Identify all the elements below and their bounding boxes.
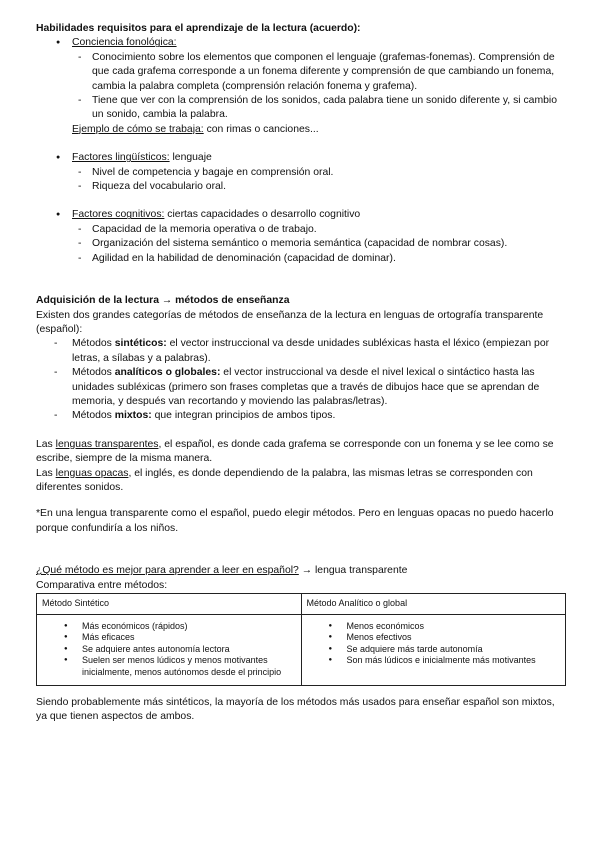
list-item: ● Más económicos (rápidos) <box>42 621 296 633</box>
item-text: el vector instruccional va desde unidades subléxicas hasta el léxico (empiezan por letras, a sílabas y a palabras). <box>72 338 550 364</box>
bullet-text: ciertas capacidades o desarrollo cognitivo <box>164 209 361 221</box>
term-opacas: lenguas opacas <box>55 467 129 479</box>
question-text: ¿Qué método es mejor para aprender a leer en español? <box>36 565 299 577</box>
bullet-label: Conciencia fonológica: <box>72 37 177 49</box>
table-header-cell: Método Sintético <box>37 594 302 615</box>
list-item: - Organización del sistema semántico o memoria semántica (capacidad de nombrar cosas). <box>36 237 566 251</box>
bullet-conciencia-fonologica <box>36 36 566 50</box>
example-label: Ejemplo de cómo se trabaja: <box>72 123 204 135</box>
question-answer: → lengua transparente <box>298 565 408 577</box>
list-item: ● Menos efectivos <box>307 632 561 644</box>
bullet-text: lenguaje <box>169 152 212 164</box>
section-title-adquisicion: Adquisición de la lectura → métodos de enseñanza <box>36 295 290 307</box>
bullet-factores-cognitivos <box>36 208 566 222</box>
bullet-label: Factores lingüísticos: <box>72 152 170 164</box>
bullet-label: Factores cognitivos: <box>72 209 165 221</box>
list-item: ● Menos económicos <box>307 621 561 633</box>
list-item: - Agilidad en la habilidad de denominación (capacidad de dominar). <box>36 252 566 266</box>
example-line <box>36 123 566 137</box>
comparison-label: Comparativa entre métodos: <box>36 579 168 591</box>
example-text: con rimas o canciones... <box>203 123 319 135</box>
term-transparentes: lenguas transparentes <box>55 438 159 450</box>
item-text: el vector instruccional va desde el nivel lexical o sintáctico hasta las unidades subléxicas (primero son frases completas que a través de dibujos hace que se aprendan de memoria, y después van recortando y moviendo las palabras/letras). <box>72 367 540 407</box>
dash-list-metodos <box>36 337 566 423</box>
list-item: - Conocimiento sobre los elementos que componen el lenguaje (grafemas-fonemas). Comprensión de que cada grafema corresponde a un fonema diferente y comprensión de que cambiando un fonema, cambia la palabra completa (comprensión relación fonema y grafema). <box>36 51 566 94</box>
item-text: que integran principios de ambos tipos. <box>151 410 336 422</box>
item-prefix: Métodos <box>72 410 115 422</box>
paragraph-opacas: Las lenguas opacas, el inglés, es donde dependiendo de la palabra, las mismas letras se corresponden con diferentes sonidos. <box>36 467 533 493</box>
dash-list-fonologica <box>36 51 566 123</box>
table-header-cell: Método Analítico o global <box>301 594 566 615</box>
list-item: ● Más eficaces <box>42 632 296 644</box>
item-bold: mixtos: <box>114 410 152 422</box>
cell-list-analitico <box>307 619 561 669</box>
item-bold: sintéticos: <box>114 338 167 350</box>
item-prefix: Métodos <box>72 367 115 379</box>
dash-list-linguisticos <box>36 166 566 195</box>
table-cell <box>301 614 566 685</box>
section-title-habilidades: Habilidades requisitos para el aprendizaje de la lectura (acuerdo): <box>36 23 361 34</box>
conclusion-paragraph: Siendo probablemente más sintéticos, la mayoría de los métodos más usados para enseñar español son mixtos, ya que tienen aspectos de ambos. <box>36 696 555 722</box>
list-item: ● Se adquiere antes autonomía lectora <box>42 644 296 656</box>
question-line <box>36 564 566 578</box>
paragraph-transparentes: Las lenguas transparentes, el español, es donde cada grafema se corresponde con un fonema y se lee como se escribe, siempre de la misma manera. <box>36 438 554 465</box>
list-item <box>36 366 566 409</box>
list-item <box>36 337 566 366</box>
list-item: ● Suelen ser menos lúdicos y menos motivantes inicialmente, menos autónomos desde el principio <box>42 655 296 678</box>
table-header-row <box>37 594 566 615</box>
list-item: - Nivel de competencia y bagaje en comprensión oral. <box>36 166 566 180</box>
bullet-factores-linguisticos <box>36 151 566 165</box>
list-item: ● Son más lúdicos e inicialmente más motivantes <box>307 655 561 667</box>
intro-paragraph: Existen dos grandes categorías de métodos de enseñanza de la lectura en lenguas de ortografía transparente (español): <box>36 309 544 335</box>
dash-list-cognitivos <box>36 223 566 266</box>
item-bold: analíticos o globales: <box>114 367 221 379</box>
table-cell <box>37 614 302 685</box>
table-row <box>37 614 566 685</box>
item-prefix: Métodos <box>72 338 115 350</box>
comparison-table <box>36 593 566 686</box>
document-page <box>36 22 566 724</box>
note-paragraph: *En una lengua transparente como el español, puedo elegir métodos. Pero en lenguas opacas no puedo hacerlo porque confundiría a los niños. <box>36 508 554 534</box>
list-item: - Riqueza del vocabulario oral. <box>36 180 566 194</box>
list-item: - Tiene que ver con la comprensión de los sonidos, cada palabra tiene un sonido diferente y, si cambio un sonido, cambia la palabra. <box>36 94 566 123</box>
list-item: ● Se adquiere más tarde autonomía <box>307 644 561 656</box>
list-item: - Capacidad de la memoria operativa o de trabajo. <box>36 223 566 237</box>
list-item <box>36 409 566 423</box>
cell-list-sintetico <box>42 619 296 681</box>
